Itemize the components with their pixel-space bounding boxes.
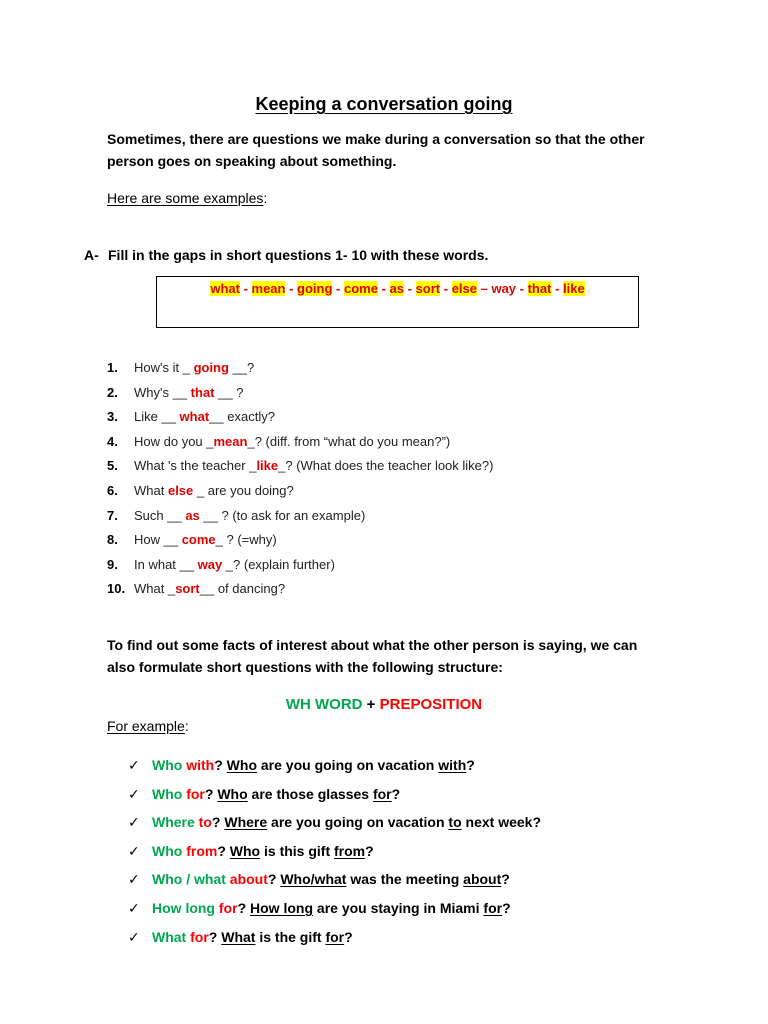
example-wh: Who [152,785,183,802]
formula-wh-word: WH WORD [285,696,363,713]
example-item [128,754,688,783]
example-wh: Where [152,814,195,831]
example-end: next week? [461,814,541,831]
checkmark-icon: ✓ [128,814,140,831]
example-qmark: ? [208,928,222,945]
word-bank-separator: - [285,281,298,296]
question-answer: mean [213,433,248,449]
question-prefix: What 's the teacher _ [134,458,257,474]
word-bank-separator: – way - [477,281,528,296]
word-bank-word: mean [251,281,286,296]
word-bank-word: else [451,281,477,296]
example-prep-underlined: about [463,871,502,888]
question-number: 9. [107,556,118,572]
example-middle: are you going on vacation [257,757,439,773]
example-wh: Who [152,842,183,859]
examples-label-text: Here are some examples [107,190,264,206]
word-bank-word: come [344,281,378,296]
example-prep: from [182,842,218,859]
example-qmark: ? [267,871,281,888]
question-answer: that [190,384,215,400]
example-list [128,754,688,954]
word-bank-separator: - [551,281,563,296]
question-number: 8. [107,532,118,548]
example-qmark: ? [237,899,251,916]
question-item [107,529,667,554]
word-bank-separator: - [332,281,344,296]
example-end: ? [365,842,374,859]
question-prefix: Such __ [134,507,186,523]
example-wh: Who [152,757,183,773]
example-wh-underlined: What [221,928,256,945]
checkmark-icon: ✓ [128,871,140,888]
for-example-text: For example [107,718,185,734]
question-answer: going [193,360,229,375]
example-wh: What [152,928,187,945]
checkmark-icon: ✓ [128,842,140,859]
word-bank-word: that [527,281,552,296]
example-wh: Who / what [152,871,226,888]
example-qmark: ? [211,814,225,831]
example-prep-underlined: to [448,814,462,831]
question-answer: way [197,556,223,572]
question-prefix: How do you _ [134,433,214,449]
example-end: ? [501,871,510,888]
question-suffix: __ exactly? [209,409,275,425]
question-suffix: _? (explain further) [222,556,335,572]
checkmark-icon: ✓ [128,785,140,802]
example-middle: are you going on vacation [267,814,449,831]
example-middle: is the gift [255,928,326,945]
question-number: 2. [107,384,118,400]
for-example-colon: : [184,718,189,734]
example-end: ? [344,928,353,945]
example-prep: about [225,871,268,888]
example-middle: are you staying in Miami [313,899,484,916]
example-prep: for [215,899,238,916]
question-prefix: Like __ [134,409,180,425]
question-item [107,357,667,382]
question-number: 3. [107,409,118,425]
example-prep: for [182,785,205,802]
example-wh-underlined: Who [217,785,248,802]
example-qmark: ? [217,842,230,859]
question-answer: what [179,409,210,425]
question-item [107,455,667,480]
section-a-heading [84,247,488,263]
question-prefix: Why's __ [134,384,191,400]
example-prep: to [194,814,212,831]
question-item [107,578,667,603]
example-middle: is this gift [260,842,334,859]
example-prep: for [186,928,209,945]
checkmark-icon: ✓ [128,899,140,916]
question-prefix: What _ [134,581,176,597]
example-prep-underlined: for [372,785,392,802]
word-bank-separator: - [377,281,390,296]
question-item [107,480,667,505]
structure-formula [0,696,768,713]
question-answer: come [181,532,216,548]
example-wh: How long [152,899,215,916]
example-prep-underlined: with [438,757,467,773]
example-prep: with [182,757,215,773]
question-number: 5. [107,458,118,474]
question-item [107,505,667,530]
word-bank-word: like [562,281,585,296]
question-prefix: How __ [134,532,182,548]
word-bank-box [156,276,639,328]
question-prefix: How's it _ [134,360,194,375]
question-number: 6. [107,482,118,498]
example-item [128,840,688,869]
example-wh-underlined: Who [229,842,261,859]
word-bank-word: going [297,281,333,296]
checkmark-icon: ✓ [128,757,140,773]
word-bank-word: as [389,281,404,296]
example-end: ? [391,785,401,802]
structure-paragraph: To find out some facts of interest about what the other person is saying, we can also formulate short questions with the following structure: [107,637,638,675]
question-item [107,431,667,456]
example-prep-underlined: for [483,899,503,916]
question-suffix: _ are you doing? [193,482,294,498]
question-suffix: _? (diff. from “what do you mean?”) [247,433,451,449]
question-suffix: _? (What does the teacher look like?) [278,458,494,474]
example-prep-underlined: from [334,842,366,859]
question-answer: like [256,458,279,474]
question-prefix: What [134,482,168,498]
example-qmark: ? [214,757,227,773]
example-middle: was the meeting [346,871,464,888]
for-example-label [107,718,189,734]
section-letter: A- [84,247,99,263]
question-answer: sort [175,581,200,597]
question-suffix: __ of dancing? [199,581,286,597]
example-wh-underlined: Who [226,757,257,773]
example-end: ? [466,757,475,773]
question-list [107,357,667,603]
formula-preposition: PREPOSITION [379,696,483,713]
example-qmark: ? [204,785,218,802]
question-suffix: __ ? [214,384,244,400]
question-item [107,554,667,579]
example-item [128,897,688,926]
example-item [128,926,688,955]
question-answer: as [185,507,200,523]
example-end: ? [502,899,511,916]
question-number: 10. [107,581,126,597]
example-item [128,783,688,812]
word-bank-separator: - [404,281,416,296]
question-item [107,406,667,431]
section-instruction: Fill in the gaps in short questions 1- 10 with these words. [108,247,489,263]
word-bank-separator: - [440,281,452,296]
example-item [128,811,688,840]
example-middle: are those glasses [247,785,373,802]
checkmark-icon: ✓ [128,928,140,945]
intro-paragraph: Sometimes, there are questions we make during a conversation so that the other person goes on speaking about something. [107,131,645,169]
question-suffix: __ ? (to ask for an example) [199,507,366,523]
example-wh-underlined: How long [250,899,314,916]
question-item [107,382,667,407]
question-number: 1. [107,360,118,375]
document-title: Keeping a conversation going [255,94,513,114]
formula-plus: + [362,696,380,713]
question-prefix: In what __ [134,556,198,572]
word-bank-word: sort [415,281,441,296]
example-prep-underlined: for [325,928,345,945]
word-bank-separator: - [239,281,252,296]
word-bank-word: what [210,281,240,296]
example-wh-underlined: Who/what [280,871,347,888]
question-number: 4. [107,433,118,449]
question-answer: else [167,482,194,498]
examples-label [107,190,267,206]
question-suffix: __? [228,360,255,375]
question-number: 7. [107,507,118,523]
example-wh-underlined: Where [224,814,268,831]
examples-label-colon: : [263,190,268,206]
example-item [128,868,688,897]
question-suffix: _ ? (=why) [215,532,277,548]
